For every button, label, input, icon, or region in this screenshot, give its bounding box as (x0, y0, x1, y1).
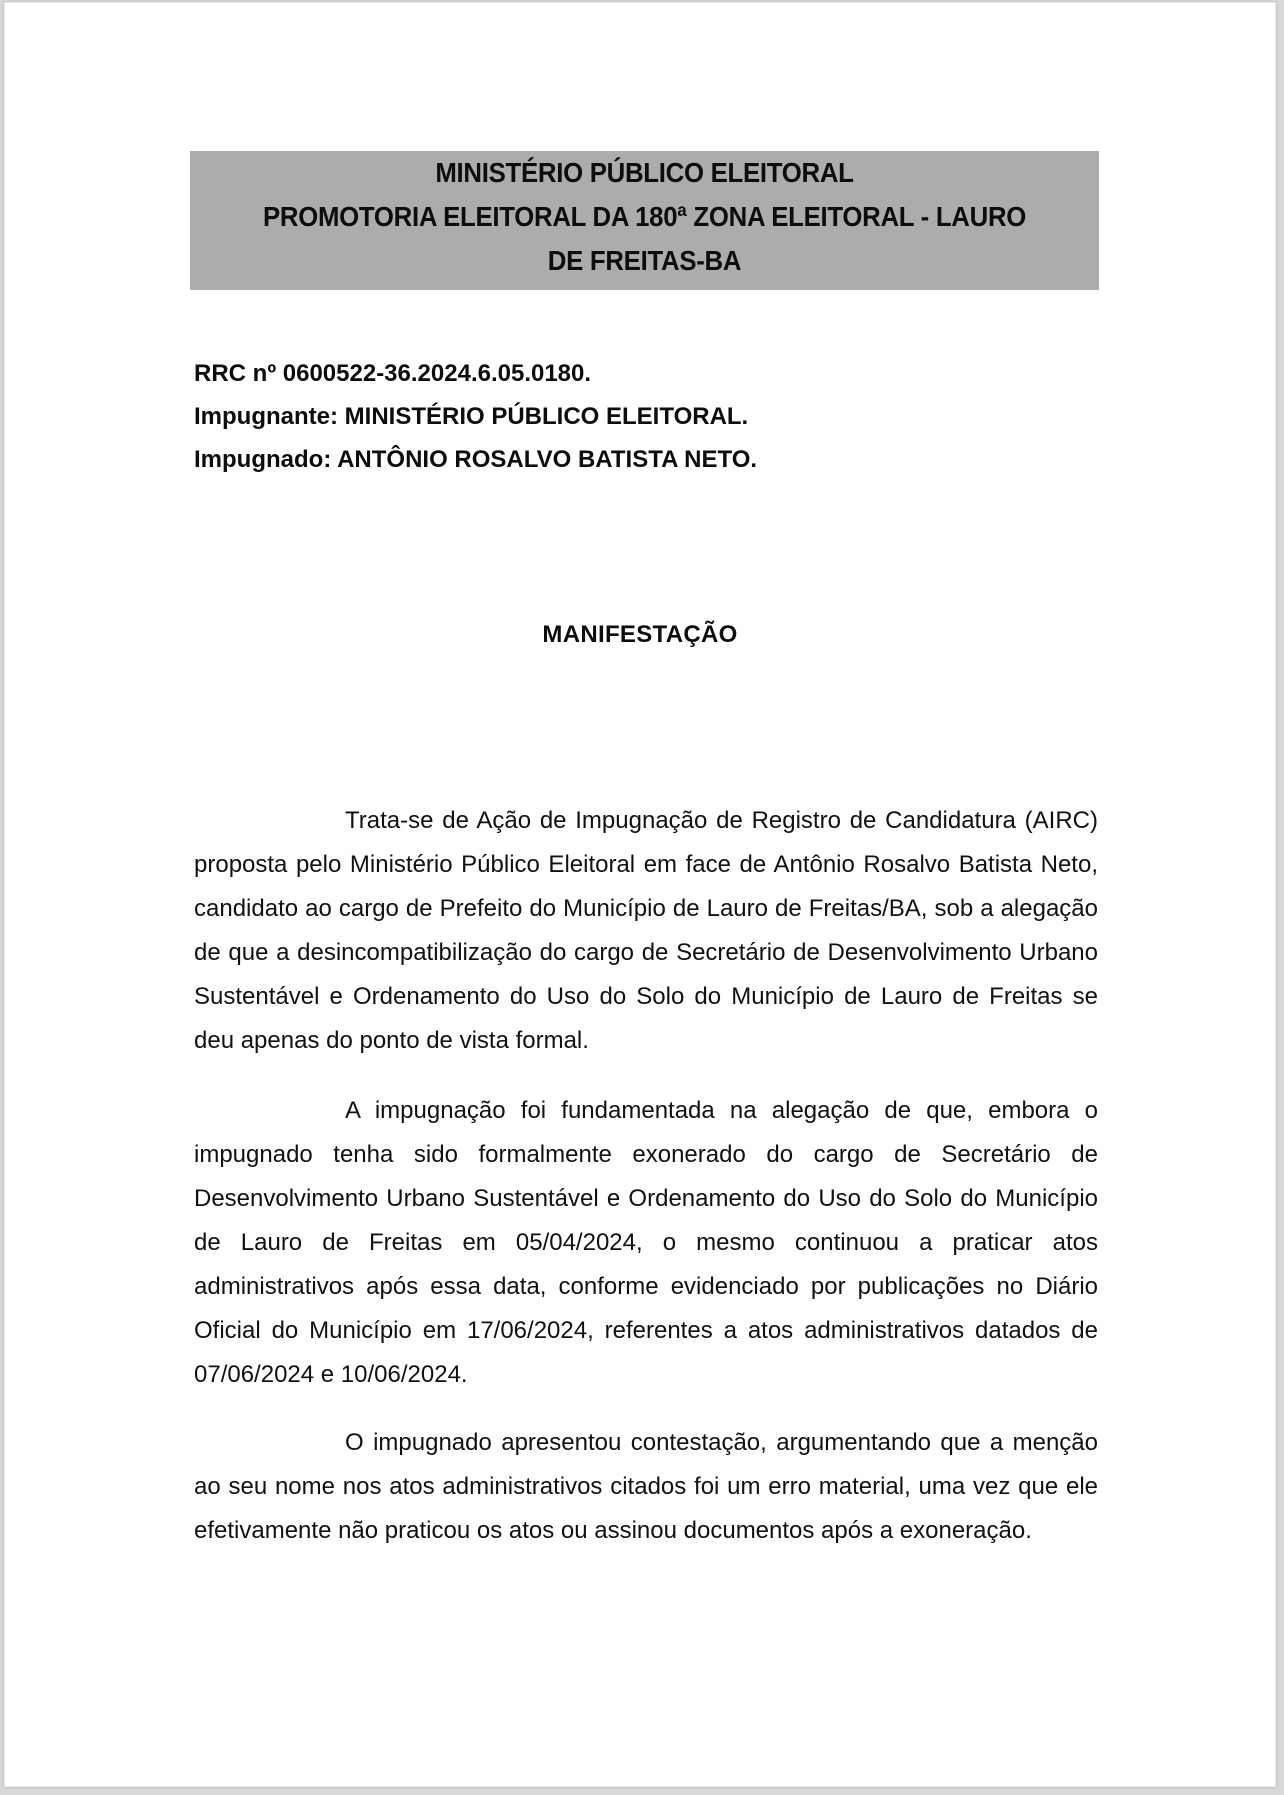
paragraph-2: A impugnação foi fundamentada na alegação de que, embora o impugnado tenha sido formalmente exonerado do cargo de Secretário de Desenvolvimento Urbano Sustentável e Ordenamento do Uso do Solo do Município de Lauro de Freitas em 05/04/2024, o mesmo continuou a praticar atos administrativos após essa data, conforme evidenciado por publicações no Diário Oficial do Município em 17/06/2024, referentes a atos administrativos datados de 07/06/2024 e 10/06/2024. (194, 1097, 1098, 1388)
header-line-promotoria: PROMOTORIA ELEITORAL DA 180ª ZONA ELEITORAL - LAURO (262, 201, 1027, 232)
header-line-institution: MINISTÉRIO PÚBLICO ELEITORAL (435, 157, 854, 188)
impugnante-line: Impugnante: MINISTÉRIO PÚBLICO ELEITORAL. (194, 403, 749, 430)
paragraph-1: Trata-se de Ação de Impugnação de Registro de Candidatura (AIRC) proposta pelo Ministério Público Eleitoral em face de Antônio Rosalvo Batista Neto, candidato ao cargo de Prefeito do Município de Lauro de Freitas/BA, sob a alegação de que a desincompatibilização do cargo de Secretário de Desenvolvimento Urbano Sustentável e Ordenamento do Uso do Solo do Município de Lauro de Freitas se deu apenas do ponto de vista formal. (194, 807, 1098, 1054)
document-title: MANIFESTAÇÃO (542, 621, 738, 648)
paragraph-3: O impugnado apresentou contestação, argumentando que a menção ao seu nome nos atos administrativos citados foi um erro material, uma vez que ele efetivamente não praticou os atos ou assinou documentos após a exoneração. (194, 1429, 1098, 1544)
header-line-location: DE FREITAS-BA (547, 245, 742, 276)
case-info (194, 352, 757, 481)
impugnado-line: Impugnado: ANTÔNIO ROSALVO BATISTA NETO. (194, 446, 758, 473)
institution-header (190, 151, 1099, 290)
document-page (4, 2, 1276, 1787)
case-number: RRC nº 0600522-36.2024.6.05.0180. (194, 360, 592, 387)
